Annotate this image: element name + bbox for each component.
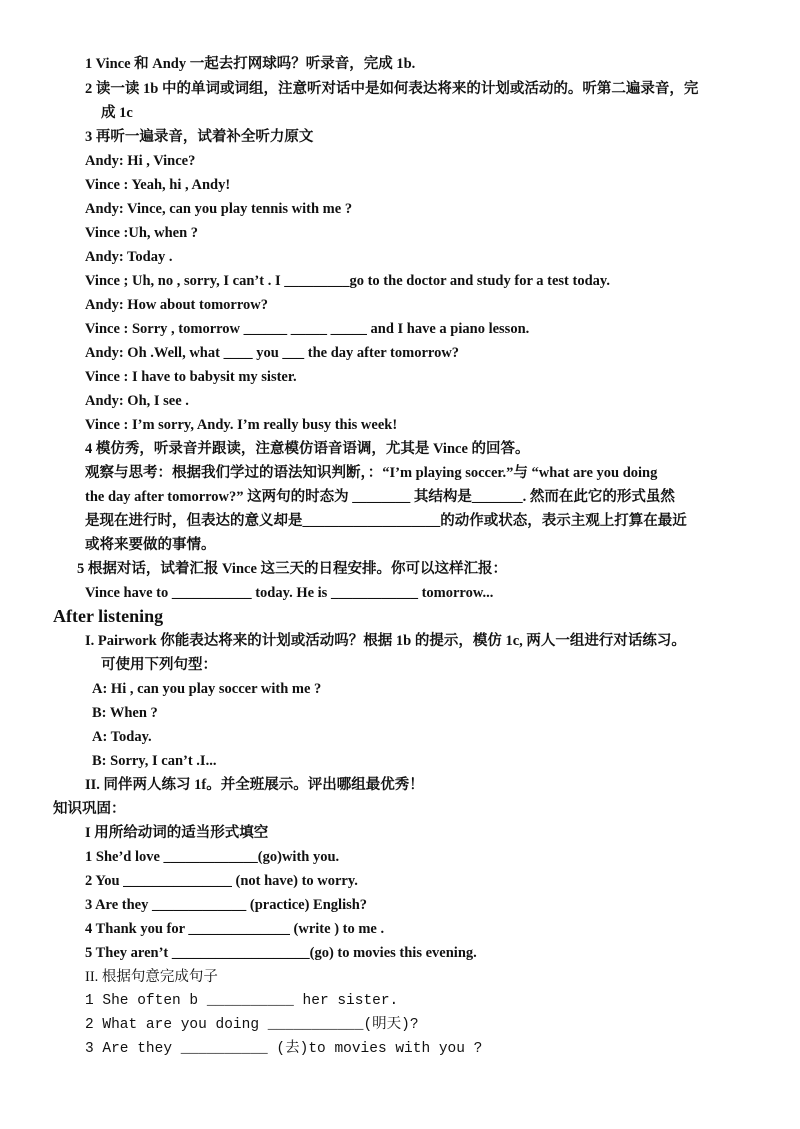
pattern-line: B: Sorry, I can’t .I... <box>92 753 217 769</box>
instruction-1: 1 Vince 和 Andy 一起去打网球吗？听录音，完成 1b. <box>85 56 416 72</box>
pattern-line: B: When ? <box>92 705 158 721</box>
instruction-2: 2 读一读 1b 中的单词或词组，注意听对话中是如何表达将来的计划或活动的。听第二遍录音，完 <box>85 81 699 97</box>
exercise-ii-heading: II. 根据句意完成句子 <box>85 969 218 985</box>
pattern-line: A: Hi , can you play soccer with me ? <box>92 681 322 697</box>
dialogue-line: Vince :Uh, when ? <box>85 225 199 241</box>
exercise-item: 3 Are they _____________ (practice) English? <box>85 897 368 913</box>
observation-text: 或将来要做的事情。 <box>85 537 216 553</box>
pairwork-instruction: I. Pairwork 你能表达将来的计划或活动吗？根据 1b 的提示，模仿 1c, 两人一组进行对话练习。 <box>85 633 686 649</box>
pairwork-ii: II. 同伴两人练习 1f。并全班展示。评出哪组最优秀！ <box>85 777 424 793</box>
exercise-item: 4 Thank you for ______________ (write ) to me . <box>85 921 385 937</box>
exercise-item: 2 You _______________ (not have) to worry. <box>85 873 358 889</box>
exercise-item: 5 They aren’t ___________________(go) to movies this evening. <box>85 945 477 961</box>
dialogue-line: Andy: Hi , Vince? <box>85 153 196 169</box>
dialogue-line: Andy: How about tomorrow? <box>85 297 268 313</box>
dialogue-line-blank: Vince ; Uh, no , sorry, I can’t . I _________go to the doctor and study for a test today. <box>85 273 610 289</box>
observation-text: 是现在进行时，但表达的意义却是___________________的动作或状态，表示主观上打算在最近 <box>85 513 687 529</box>
dialogue-line: Vince : I’m sorry, Andy. I’m really busy this week! <box>85 417 398 433</box>
pattern-line: A: Today. <box>92 729 152 745</box>
exercise-i-heading: I 用所给动词的适当形式填空 <box>85 825 269 841</box>
dialogue-line: Andy: Vince, can you play tennis with me ? <box>85 201 353 217</box>
dialogue-line: Vince : I have to babysit my sister. <box>85 369 297 385</box>
exercise-ii-item: 1 She often b __________ her sister. <box>85 993 399 1009</box>
instruction-5: 5 根据对话，试着汇报 Vince 这三天的日程安排。你可以这样汇报： <box>77 561 508 577</box>
exercise-ii-item: 3 Are they __________ (去)to movies with you ? <box>85 1041 483 1057</box>
dialogue-line-blank: Andy: Oh .Well, what ____ you ___ the day after tomorrow? <box>85 345 460 361</box>
dialogue-line: Andy: Today . <box>85 249 173 265</box>
instruction-2-continued: 成 1c <box>101 105 133 121</box>
dialogue-line-blank: Vince : Sorry , tomorrow ______ _____ _____ and I have a piano lesson. <box>85 321 530 337</box>
observation-text: the day after tomorrow?” 这两句的时态为 ________ 其结构是_______. 然而在此它的形式虽然 <box>85 489 675 505</box>
pairwork-subtitle: 可使用下列句型： <box>101 657 217 673</box>
instruction-4: 4 模仿秀，听录音并跟读，注意模仿语音语调，尤其是 Vince 的回答。 <box>85 441 530 457</box>
dialogue-line: Andy: Oh, I see . <box>85 393 189 409</box>
instruction-3: 3 再听一遍录音，试着补全听力原文 <box>85 129 314 145</box>
exercise-ii-item: 2 What are you doing ___________(明天)? <box>85 1017 419 1033</box>
exercise-item: 1 She’d love _____________(go)with you. <box>85 849 340 865</box>
report-template: Vince have to ___________ today. He is ____________ tomorrow... <box>85 585 494 601</box>
observation-text: 观察与思考：根据我们学过的语法知识判断，：“I’m playing soccer.”与 “what are you doing <box>85 465 658 481</box>
section-heading-after-listening: After listening <box>53 606 164 626</box>
section-heading-consolidation: 知识巩固： <box>53 801 126 817</box>
dialogue-line: Vince : Yeah, hi , Andy! <box>85 177 231 193</box>
